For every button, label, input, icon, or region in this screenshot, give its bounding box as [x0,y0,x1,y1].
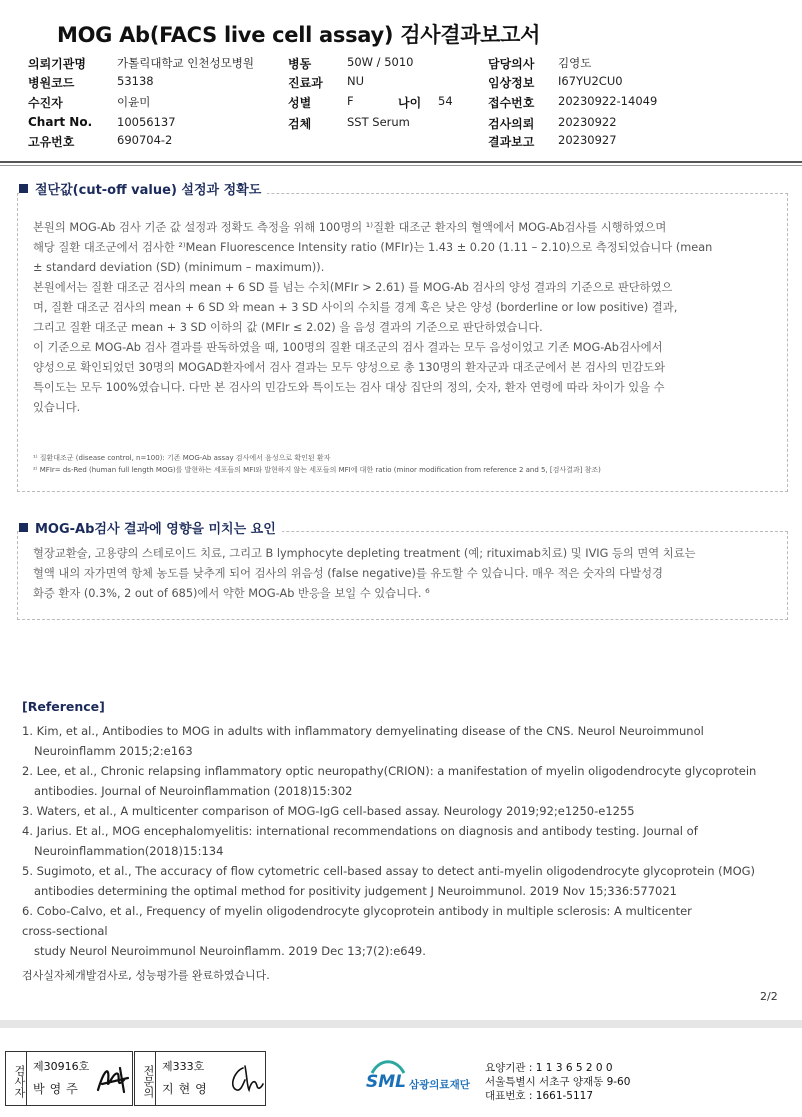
paragraph-line: 본원에서는 질환 대조군 검사의 mean + 6 SD 를 넘는 수치(MFIr > 2.61) 를 MOG-Ab 검사의 양성 결과의 기준으로 판단하였으 [33,281,673,294]
uid-value: 690704-2 [117,133,173,147]
reference-item-cont: antibodies determining the optimal method for positivity judgement J Neuroimmunol. 2019 Nov 15;336:577021 [34,884,677,898]
reference-item: 1. Kim, et al., Antibodies to MOG in adults with inflammatory demyelinating disease of the CNS. Neurol Neuroimmunol [22,724,704,738]
reference-item-cont: cross-sectional [22,924,108,938]
age-label: 나이 [398,96,422,110]
footer-divider-bar [0,1020,802,1028]
paragraph-line: 이 기준으로 MOG-Ab 검사 결과를 판독하였을 때, 100명의 질환 대조군의 검사 결과는 모두 음성이었고 기존 MOG-Ab검사에서 [33,341,663,354]
report-value: 20230927 [558,133,617,147]
request-label: 검사의뢰 [488,117,535,131]
report-title: MOG Ab(FACS live cell assay) 검사결과보고서 [57,23,541,47]
recipient-value: 이윤미 [117,95,151,109]
receipt-label: 접수번호 [488,96,535,110]
dept-value: NU [347,74,365,88]
reference-item-cont: Neuroinflamm 2015;2:e163 [34,744,193,758]
approver-role: 전문의 [135,1052,156,1105]
factors-paragraph [33,544,696,604]
report-label: 결과보고 [488,135,535,149]
receipt-value: 20230922-14049 [558,94,658,108]
closing-note: 검사실자체개발검사로, 성능평가를 완료하였습니다. [22,969,270,982]
paragraph-line: 며, 질환 대조군 검사의 mean + 6 SD 와 mean + 3 SD 사이의 수치를 경계 혹은 낮은 양성 (borderline or low positive) 결과, [33,301,678,314]
reference-item: 5. Sugimoto, et al., The accuracy of flow cytometric cell-based assay to detect anti-myelin oligodendrocyte glycoprotein (MOG) [22,864,756,878]
examiner-role: 검사자 [6,1052,27,1105]
doctor-value: 김영도 [558,56,592,70]
paragraph-line: 있습니다. [33,401,81,414]
header-divider-thin [0,165,802,166]
reference-item: 3. Waters, et al., A multicenter comparison of MOG-IgG cell-based assay. Neurology 2019;92;e1250-e1255 [22,804,635,818]
paragraph-line: 양성으로 확인되었던 30명의 MOGAD환자에서 검사 결과는 모두 양성으로 총 130명의 환자군과 대조군에서 본 검사의 민감도와 [33,361,666,374]
footer-contact [485,1061,630,1103]
paragraph-line: 혈액 내의 자가면역 항체 농도를 낮추게 되어 검사의 위음성 (false negative)를 유도할 수 있습니다. 매우 적은 숫자의 다발성경 [33,567,663,580]
approver-license: 제333호 [162,1060,205,1073]
examiner-signature-box [5,1051,133,1106]
uid-label: 고유번호 [28,135,75,149]
paragraph-line: 특이도는 모두 100%였습니다. 다만 본 검사의 민감도와 특이도는 검사 대상 집단의 정의, 숫자, 환자 연령에 따라 차이가 있을 수 [33,381,665,394]
clinical-label: 임상정보 [488,76,535,90]
hospcode-value: 53138 [117,74,154,88]
factors-heading-text: MOG-Ab검사 결과에 영향을 미치는 요인 [35,522,276,537]
approver-signature-box [134,1051,266,1106]
specimen-value: SST Serum [347,115,410,129]
sml-logo [366,1060,476,1096]
examiner-signature-icon [94,1060,134,1100]
examiner-license: 제30916호 [33,1060,90,1073]
doctor-label: 담당의사 [488,57,535,71]
sex-value: F [347,94,354,108]
cutoff-section-heading [19,179,267,198]
footer-address: 서울특별시 서초구 양재동 9-60 [485,1076,631,1088]
logo-org-name: 삼광의료재단 [409,1079,470,1091]
footer-phone: 대표번호 : 1661-5117 [485,1090,594,1102]
examiner-name: 박영주 [33,1082,83,1096]
footnote-1: ¹⁾ 질환대조군 (disease control, n=100): 기존 MOG-Ab assay 검사에서 음성으로 확인된 환자 [33,454,331,462]
patient-info-block [0,55,802,150]
page-number: 2/2 [760,990,778,1003]
reference-item-cont: study Neurol Neuroimmunol Neuroinflamm. 2019 Dec 13;7(2):e649. [34,944,426,958]
paragraph-line: 혈장교환술, 고용량의 스테로이드 치료, 그리고 B lymphocyte depleting treatment (예; rituximab치료) 및 IVIG 등의 면역 치료는 [33,547,696,560]
reference-item: 4. Jarius. Et al., MOG encephalomyelitis: international recommendations on diagnosis and antibody testing. Journal of [22,824,698,838]
square-bullet-icon [19,523,28,532]
hospcode-label: 병원코드 [28,76,75,90]
reference-item: 6. Cobo-Calvo, et al., Frequency of myelin oligodendrocyte glycoprotein antibody in multiple sclerosis: A multicenter [22,904,692,918]
reference-item-cont: antibodies. Journal of Neuroinflammation (2018)15:302 [34,784,353,798]
age-value: 54 [438,94,453,108]
chart-label: Chart No. [28,115,93,129]
paragraph-line: ± standard deviation (SD) (minimum – maximum)). [33,261,325,274]
cutoff-paragraph [33,218,712,418]
paragraph-line: 화증 환자 (0.3%, 2 out of 685)에서 약한 MOG-Ab 반응을 보일 수 있습니다. ⁶ [33,587,430,600]
logo-mark: SML [366,1072,406,1092]
institution-value: 가톨릭대학교 인천성모병원 [117,56,254,70]
institution-label: 의뢰기관명 [28,57,86,71]
specimen-label: 검체 [288,117,312,131]
ward-label: 병동 [288,57,312,71]
paragraph-line: 그리고 질환 대조군 mean + 3 SD 이하의 값 (MFIr ≤ 2.02) 을 음성 결과의 기준으로 판단하였습니다. [33,321,543,334]
sex-label: 성별 [288,96,312,110]
request-value: 20230922 [558,115,617,129]
reference-item: 2. Lee, et al., Chronic relapsing inflammatory optic neuropathy(CRION): a manifestation of myelin oligodendrocyte glycoprotein [22,764,757,778]
paragraph-line: 해당 질환 대조군에서 검사한 ²⁾Mean Fluorescence Intensity ratio (MFIr)는 1.43 ± 0.20 (1.11 – 2.10)으로 측정되었습니다 (mean [33,241,713,254]
footnote-2: ²⁾ MFIr= ds-Red (human full length MOG)를 발현하는 세포들의 MFI와 발현하지 않는 세포들의 MFI에 대한 ratio (minor modification from reference 2 and 5, [검사결과] 참조) [33,466,601,474]
dept-label: 진료과 [288,76,323,90]
approver-name: 지현영 [162,1082,212,1096]
header-divider [0,161,802,163]
paragraph-line: 본원의 MOG-Ab 검사 기준 값 설정과 정확도 측정을 위해 100명의 ¹⁾질환 대조군 환자의 혈액에서 MOG-Ab검사를 시행하였으며 [33,221,667,234]
reference-heading: [Reference] [22,699,105,714]
reference-list [22,721,756,961]
cutoff-footnotes [33,452,601,476]
ward-value: 50W / 5010 [347,55,414,69]
cutoff-heading-text: 절단값(cut-off value) 설정과 정확도 [35,183,262,198]
approver-signature-icon [225,1062,265,1098]
agency-code: 요양기관 : 1 1 3 6 5 2 0 0 [485,1062,613,1074]
square-bullet-icon [19,184,28,193]
chart-value: 10056137 [117,115,176,129]
clinical-value: I67YU2CU0 [558,74,623,88]
reference-item-cont: Neuroinflammation(2018)15:134 [34,844,224,858]
factors-section-heading [19,518,282,537]
recipient-label: 수진자 [28,96,63,110]
